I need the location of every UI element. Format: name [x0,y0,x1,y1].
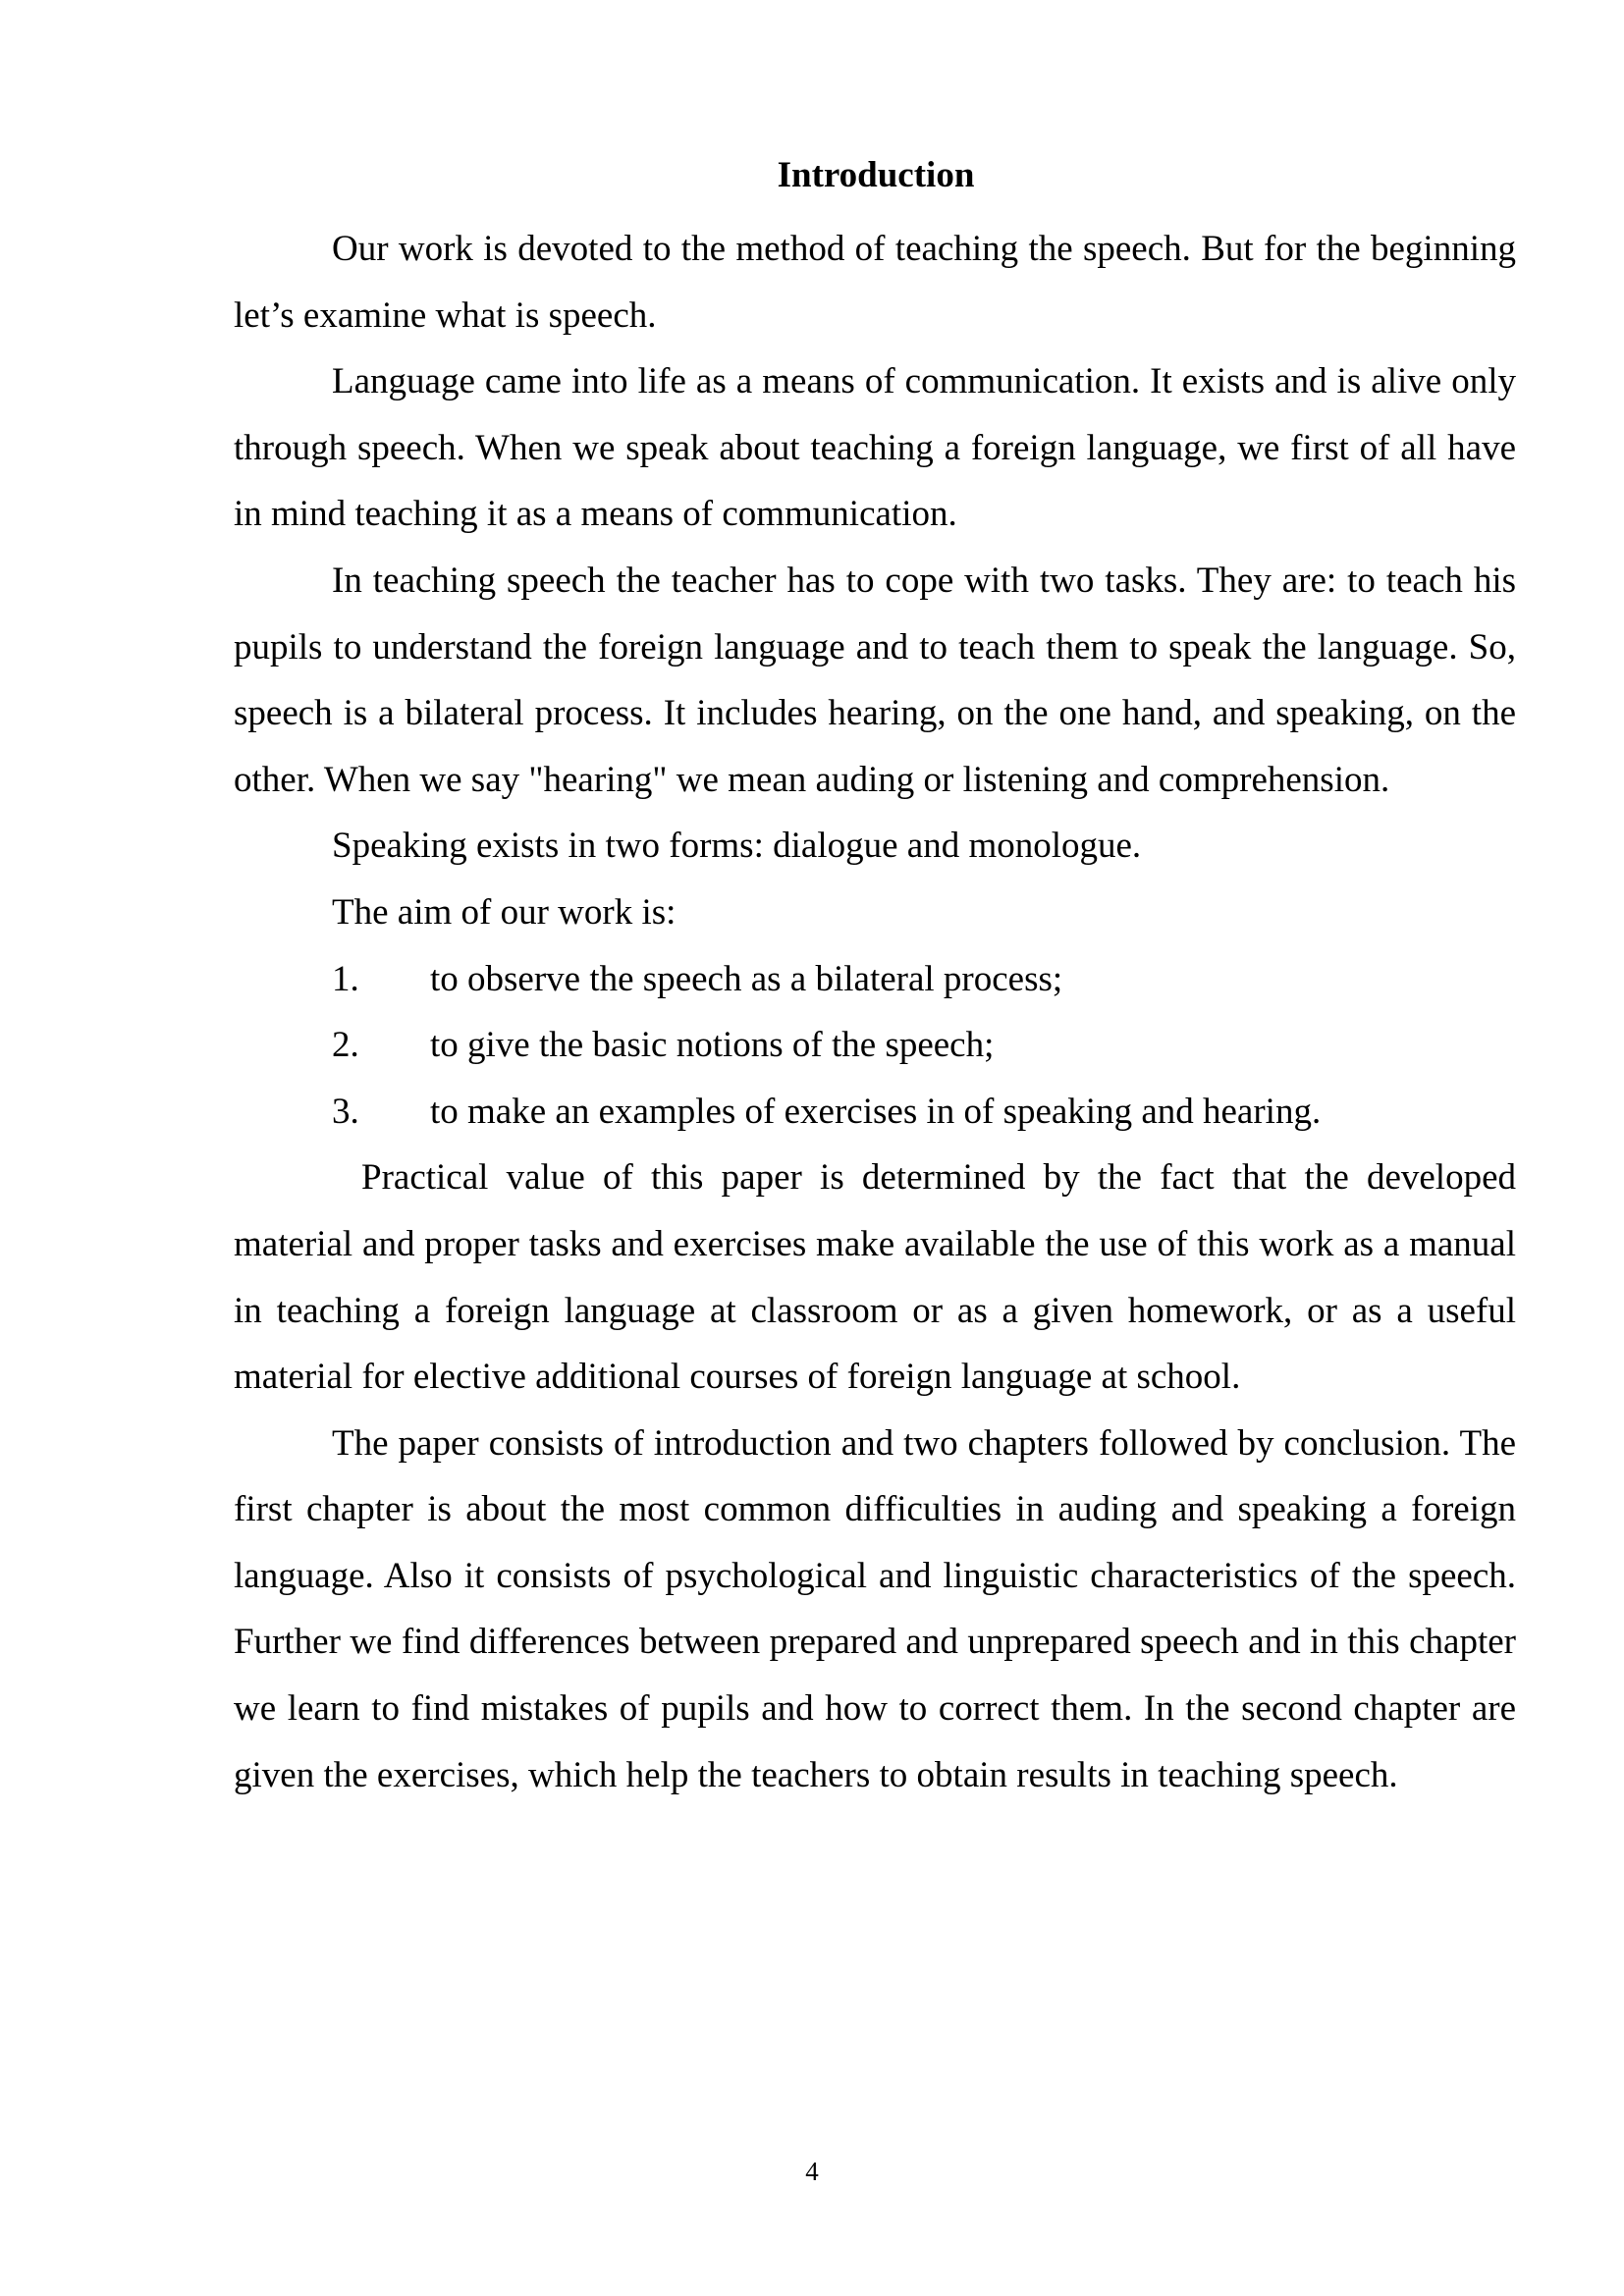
list-text: to give the basic notions of the speech; [430,1025,995,1066]
section-title: Introduction [777,155,975,195]
list-item [234,946,1516,1013]
document-body [234,216,1516,1808]
list-number: 2. [332,1025,359,1066]
list-item [234,1012,1516,1079]
list-text: to make an examples of exercises in of speaking and hearing. [430,1091,1322,1132]
paragraph-practical-value: Practical value of this paper is determined by the fact that the developed material and proper tasks and exercises make available the use of this work as a manual in teaching a foreign language at classroom or as a given homework, or as a useful material for elective additional courses of foreign language at school. [234,1157,1516,1398]
paragraph-intro: Our work is devoted to the method of teaching the speech. But for the beginning let’s examine what is speech. [234,229,1516,336]
page-number: 4 [805,2157,819,2186]
paragraph-speaking-forms: Speaking exists in two forms: dialogue and monologue. [332,826,1142,867]
list-number: 3. [332,1091,359,1132]
paragraph-language: Language came into life as a means of communication. It exists and is alive only through speech. When we speak about teaching a foreign language, we first of all have in mind teaching it as a means of communication. [234,361,1516,535]
list-item [234,1079,1516,1146]
paragraph-aim: The aim of our work is: [332,891,677,933]
paragraph-structure: The paper consists of introduction and two chapters followed by conclusion. The first chapter is about the most common difficulties in auding and speaking a foreign language. Also it consists of psychological and linguistic characteristics of the speech. Further we find differences between prepared and unprepared speech and in this chapter we learn to find mistakes of pupils and how to correct them. In the second chapter are given the exercises, which help the teachers to obtain results in teaching speech. [234,1422,1516,1795]
paragraph-teaching-speech: In teaching speech the teacher has to cope with two tasks. They are: to teach his pupils to understand the foreign language and to teach them to speak the language. So, speech is a bilateral process. It includes hearing, on the one hand, and speaking, on the other. When we say "hearing" we mean auding or listening and comprehension. [234,560,1516,800]
list-text: to observe the speech as a bilateral process; [430,958,1063,999]
list-number: 1. [332,958,359,999]
